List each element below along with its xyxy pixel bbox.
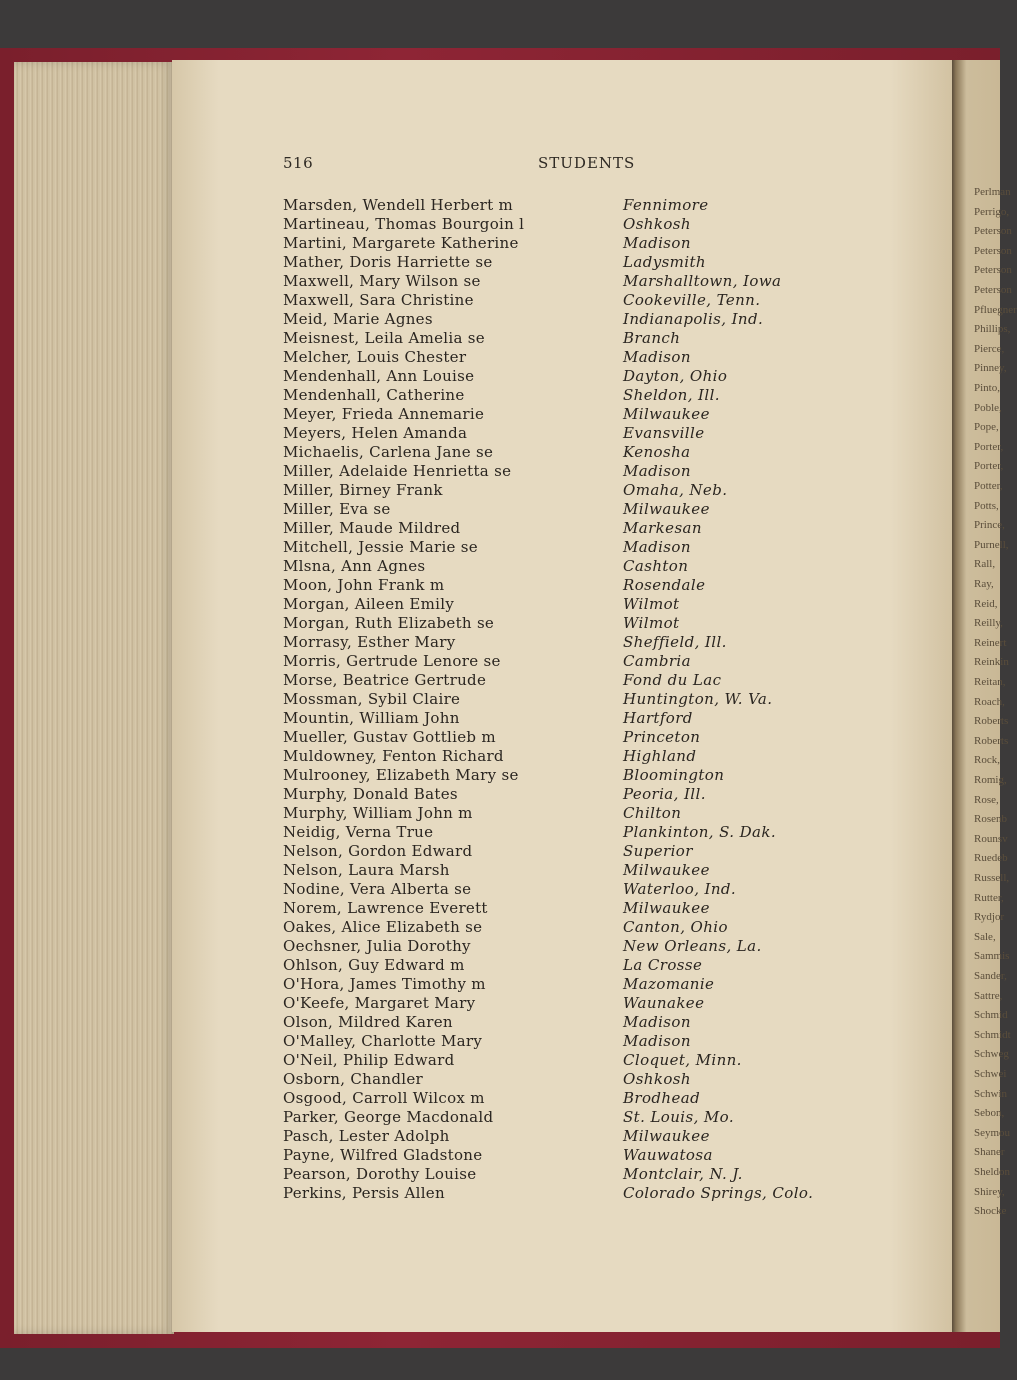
student-name: Parker, George Macdonald [283, 1108, 494, 1126]
list-item [283, 500, 843, 519]
student-name: Norem, Lawrence Everett [283, 899, 488, 917]
student-hometown: Omaha, Neb. [623, 481, 728, 499]
facing-page-line: Schweg [974, 1048, 1009, 1061]
facing-page-line: Schwei [974, 1068, 1007, 1080]
list-item [283, 766, 843, 785]
student-hometown: Dayton, Ohio [623, 367, 728, 385]
list-item [283, 386, 843, 405]
student-hometown: Markesan [623, 519, 702, 537]
facing-page-line: Rall, [974, 558, 996, 571]
list-item [283, 861, 843, 880]
facing-page-line: Perlman [974, 186, 1011, 198]
page-number: 516 [283, 154, 314, 172]
student-hometown: Milwaukee [623, 405, 710, 423]
student-hometown: Montclair, N. J. [623, 1165, 743, 1183]
student-hometown: Chilton [623, 804, 682, 822]
facing-page-line: Purnell, [974, 538, 1009, 551]
student-name: Meisnest, Leila Amelia se [283, 329, 485, 347]
list-item [283, 1108, 843, 1127]
student-hometown: Cookeville, Tenn. [623, 291, 761, 309]
student-hometown: Branch [623, 329, 681, 347]
list-item [283, 975, 843, 994]
page-header [283, 154, 943, 174]
student-hometown: Madison [623, 462, 691, 480]
list-item [283, 747, 843, 766]
list-item [283, 1070, 843, 1089]
student-name: Neidig, Verna True [283, 823, 434, 841]
list-item [283, 918, 843, 937]
list-item [283, 443, 843, 462]
facing-page-line: Phillips, [974, 323, 1011, 336]
list-item [283, 994, 843, 1013]
student-hometown: Brodhead [623, 1089, 701, 1107]
student-name: Meid, Marie Agnes [283, 310, 433, 328]
student-hometown: Bloomington [623, 766, 725, 784]
facing-page-line: Sander, [974, 970, 1007, 982]
list-item [283, 804, 843, 823]
student-name: Ohlson, Guy Edward m [283, 956, 465, 974]
list-item [283, 557, 843, 576]
facing-page-line: Peterson [974, 264, 1012, 277]
list-item [283, 405, 843, 424]
facing-page-line: Shaner [974, 1146, 1005, 1159]
student-name: Oakes, Alice Elizabeth se [283, 918, 483, 936]
facing-page-line: Roberts [974, 734, 1009, 747]
list-item [283, 728, 843, 747]
student-hometown: Wilmot [623, 614, 680, 632]
student-name: Morgan, Aileen Emily [283, 595, 455, 613]
student-name: Pasch, Lester Adolph [283, 1127, 450, 1145]
student-hometown: Colorado Springs, Colo. [623, 1184, 814, 1202]
student-name: Nelson, Gordon Edward [283, 842, 473, 860]
student-name: Miller, Eva se [283, 500, 391, 518]
student-hometown: Oshkosh [623, 1070, 691, 1088]
student-name: Murphy, William John m [283, 804, 473, 822]
list-item [283, 519, 843, 538]
list-item [283, 234, 843, 253]
list-item [283, 1184, 843, 1203]
facing-page-line: Peterson [974, 284, 1012, 296]
facing-page-line: Potter, [974, 480, 1003, 492]
student-hometown: Cashton [623, 557, 689, 575]
page-edges [14, 62, 174, 1334]
student-name: Muldowney, Fenton Richard [283, 747, 504, 765]
facing-page-line: Potts, [974, 499, 999, 512]
list-item [283, 1051, 843, 1070]
student-name: Meyers, Helen Amanda [283, 424, 468, 442]
facing-page-line: Shocke [974, 1205, 1007, 1218]
facing-page-line: Rose, [974, 793, 999, 806]
student-hometown: Evansville [623, 424, 705, 442]
facing-page-line: Rounsv [974, 832, 1008, 845]
student-name: Morse, Beatrice Gertrude [283, 671, 487, 689]
student-hometown: Milwaukee [623, 500, 710, 518]
student-hometown: Plankinton, S. Dak. [623, 823, 777, 841]
facing-page-line: Reitan, [974, 676, 1006, 688]
facing-page-line: Pope, [974, 421, 999, 434]
student-name: Mueller, Gustav Gottlieb m [283, 728, 496, 746]
student-hometown: Indianapolis, Ind. [623, 310, 764, 328]
student-hometown: Princeton [623, 728, 701, 746]
facing-page-line: Reilly, [974, 617, 1003, 630]
student-hometown: Oshkosh [623, 215, 691, 233]
facing-page-line: Roberts [974, 715, 1009, 728]
list-item [283, 538, 843, 557]
facing-page-line: Roach, [974, 695, 1005, 708]
student-hometown: Peoria, Ill. [623, 785, 706, 803]
facing-page-line: Porter, [974, 460, 1004, 473]
student-name: Mlsna, Ann Agnes [283, 557, 426, 575]
student-hometown: Waunakee [623, 994, 705, 1012]
list-item [283, 652, 843, 671]
student-name: Moon, John Frank m [283, 576, 445, 594]
list-item [283, 595, 843, 614]
facing-page-line: Pfluegner [974, 303, 1017, 316]
student-hometown: Madison [623, 538, 691, 556]
list-item [283, 937, 843, 956]
student-hometown: Wauwatosa [623, 1146, 713, 1164]
student-hometown: Fond du Lac [623, 671, 722, 689]
list-item [283, 367, 843, 386]
student-name: Mulrooney, Elizabeth Mary se [283, 766, 519, 784]
student-hometown: Canton, Ohio [623, 918, 728, 936]
list-item [283, 462, 843, 481]
student-name: Melcher, Louis Chester [283, 348, 467, 366]
student-hometown: Milwaukee [623, 861, 710, 879]
student-hometown: Madison [623, 1013, 691, 1031]
student-hometown: Rosendale [623, 576, 706, 594]
student-name: O'Neil, Philip Edward [283, 1051, 455, 1069]
facing-page-line: Russell, [974, 872, 1010, 884]
student-name: Martini, Margarete Katherine [283, 234, 519, 252]
facing-page-line: Porter, [974, 440, 1004, 453]
student-name: Osgood, Carroll Wilcox m [283, 1089, 485, 1107]
list-item [283, 709, 843, 728]
student-hometown: Milwaukee [623, 1127, 710, 1145]
facing-page-line: Poble, [974, 401, 1002, 414]
student-hometown: Madison [623, 1032, 691, 1050]
list-item [283, 671, 843, 690]
facing-page-line: Shirey, [974, 1185, 1005, 1198]
list-item [283, 272, 843, 291]
student-name: O'Malley, Charlotte Mary [283, 1032, 483, 1050]
list-item [283, 1032, 843, 1051]
student-name: Mitchell, Jessie Marie se [283, 538, 478, 556]
student-hometown: New Orleans, La. [623, 937, 762, 955]
list-item [283, 348, 843, 367]
list-item [283, 329, 843, 348]
student-hometown: Madison [623, 234, 691, 252]
student-hometown: Huntington, W. Va. [623, 690, 773, 708]
facing-page-line: Reid, [974, 597, 998, 610]
student-name: Miller, Adelaide Henrietta se [283, 462, 512, 480]
facing-page-line: Sheldon [974, 1166, 1011, 1178]
student-hometown: Marshalltown, Iowa [623, 272, 782, 290]
student-hometown: Highland [623, 747, 697, 765]
facing-page-line: Ruedeb [974, 852, 1008, 865]
facing-page-line: Seymou [974, 1126, 1011, 1139]
facing-page-line: Sale, [974, 930, 996, 943]
student-name: Michaelis, Carlena Jane se [283, 443, 494, 461]
list-item [283, 633, 843, 652]
student-hometown: Ladysmith [623, 253, 706, 271]
student-name: Oechsner, Julia Dorothy [283, 937, 471, 955]
student-hometown: Cloquet, Minn. [623, 1051, 742, 1069]
list-item [283, 1089, 843, 1108]
facing-page-line: Prince, [974, 519, 1005, 532]
list-item [283, 481, 843, 500]
student-hometown: Superior [623, 842, 693, 860]
student-name: Murphy, Donald Bates [283, 785, 458, 803]
facing-page-line: Pinto, [974, 382, 1000, 394]
facing-page-line: Reinkin [974, 656, 1009, 669]
facing-page-line: Sebon, [974, 1107, 1005, 1120]
facing-page-line: Sammis [974, 950, 1010, 963]
facing-page-line: Pinney, [974, 362, 1007, 375]
facing-page-line: Romig, [974, 774, 1007, 786]
student-name: Miller, Maude Mildred [283, 519, 461, 537]
list-item [283, 785, 843, 804]
student-name: Mendenhall, Ann Louise [283, 367, 475, 385]
student-hometown: Madison [623, 348, 691, 366]
student-hometown: St. Louis, Mo. [623, 1108, 735, 1126]
list-item [283, 1127, 843, 1146]
list-item [283, 899, 843, 918]
list-item [283, 1146, 843, 1165]
student-name: Pearson, Dorothy Louise [283, 1165, 477, 1183]
list-item [283, 576, 843, 595]
student-name: Nodine, Vera Alberta se [283, 880, 472, 898]
student-hometown: Kenosha [623, 443, 691, 461]
list-item [283, 1013, 843, 1032]
student-name: Mountin, William John [283, 709, 460, 727]
student-hometown: Milwaukee [623, 899, 710, 917]
student-hometown: Fennimore [623, 196, 709, 214]
student-name: Mather, Doris Harriette se [283, 253, 493, 271]
student-name: Morrasy, Esther Mary [283, 633, 456, 651]
student-name: Mossman, Sybil Claire [283, 690, 461, 708]
facing-page-line: Peterson [974, 244, 1012, 257]
student-hometown: Mazomanie [623, 975, 715, 993]
list-item [283, 291, 843, 310]
student-name: Mendenhall, Catherine [283, 386, 465, 404]
student-name: Morgan, Ruth Elizabeth se [283, 614, 495, 632]
student-hometown: Sheldon, Ill. [623, 386, 720, 404]
running-head: STUDENTS [538, 154, 636, 172]
facing-page-line: Rydjor [974, 911, 1005, 924]
facing-page-line: Rutter, [974, 891, 1004, 904]
student-hometown: Sheffield, Ill. [623, 633, 727, 651]
facing-page-line: Perrigo, [974, 205, 1010, 218]
student-name: O'Hora, James Timothy m [283, 975, 486, 993]
facing-page-line: Sattre, [974, 989, 1003, 1002]
student-name: Morris, Gertrude Lenore se [283, 652, 501, 670]
student-name: Martineau, Thomas Bourgoin l [283, 215, 525, 233]
facing-page-line: Reinert [974, 636, 1007, 649]
student-name: Maxwell, Mary Wilson se [283, 272, 481, 290]
list-item [283, 823, 843, 842]
list-item [283, 880, 843, 899]
student-hometown: La Crosse [623, 956, 703, 974]
list-item [283, 690, 843, 709]
student-name: Meyer, Frieda Annemarie [283, 405, 485, 423]
list-item [283, 424, 843, 443]
facing-page-line: Rosenb [974, 813, 1007, 826]
student-name: Payne, Wilfred Gladstone [283, 1146, 483, 1164]
student-name: Osborn, Chandler [283, 1070, 423, 1088]
facing-page-line: Rock, [974, 754, 1000, 767]
student-name: Nelson, Laura Marsh [283, 861, 450, 879]
facing-page-line: Schwin [974, 1087, 1007, 1100]
student-name: Marsden, Wendell Herbert m [283, 196, 514, 214]
list-item [283, 842, 843, 861]
student-list [283, 196, 843, 1203]
list-item [283, 215, 843, 234]
student-name: Miller, Birney Frank [283, 481, 443, 499]
student-name: O'Keefe, Margaret Mary [283, 994, 476, 1012]
student-hometown: Cambria [623, 652, 691, 670]
facing-page-line: Schmidt [974, 1028, 1011, 1041]
student-name: Perkins, Persis Allen [283, 1184, 445, 1202]
facing-page-line: Peterson [974, 225, 1012, 238]
list-item [283, 196, 843, 215]
facing-page-line: Ray, [974, 578, 994, 590]
facing-page-line: Schmid [974, 1009, 1008, 1022]
list-item [283, 956, 843, 975]
list-item [283, 253, 843, 272]
list-item [283, 310, 843, 329]
student-hometown: Waterloo, Ind. [623, 880, 737, 898]
student-name: Maxwell, Sara Christine [283, 291, 474, 309]
student-name: Olson, Mildred Karen [283, 1013, 453, 1031]
facing-page-line: Pierce, [974, 342, 1005, 355]
student-hometown: Wilmot [623, 595, 680, 613]
student-hometown: Hartford [623, 709, 693, 727]
list-item [283, 1165, 843, 1184]
list-item [283, 614, 843, 633]
